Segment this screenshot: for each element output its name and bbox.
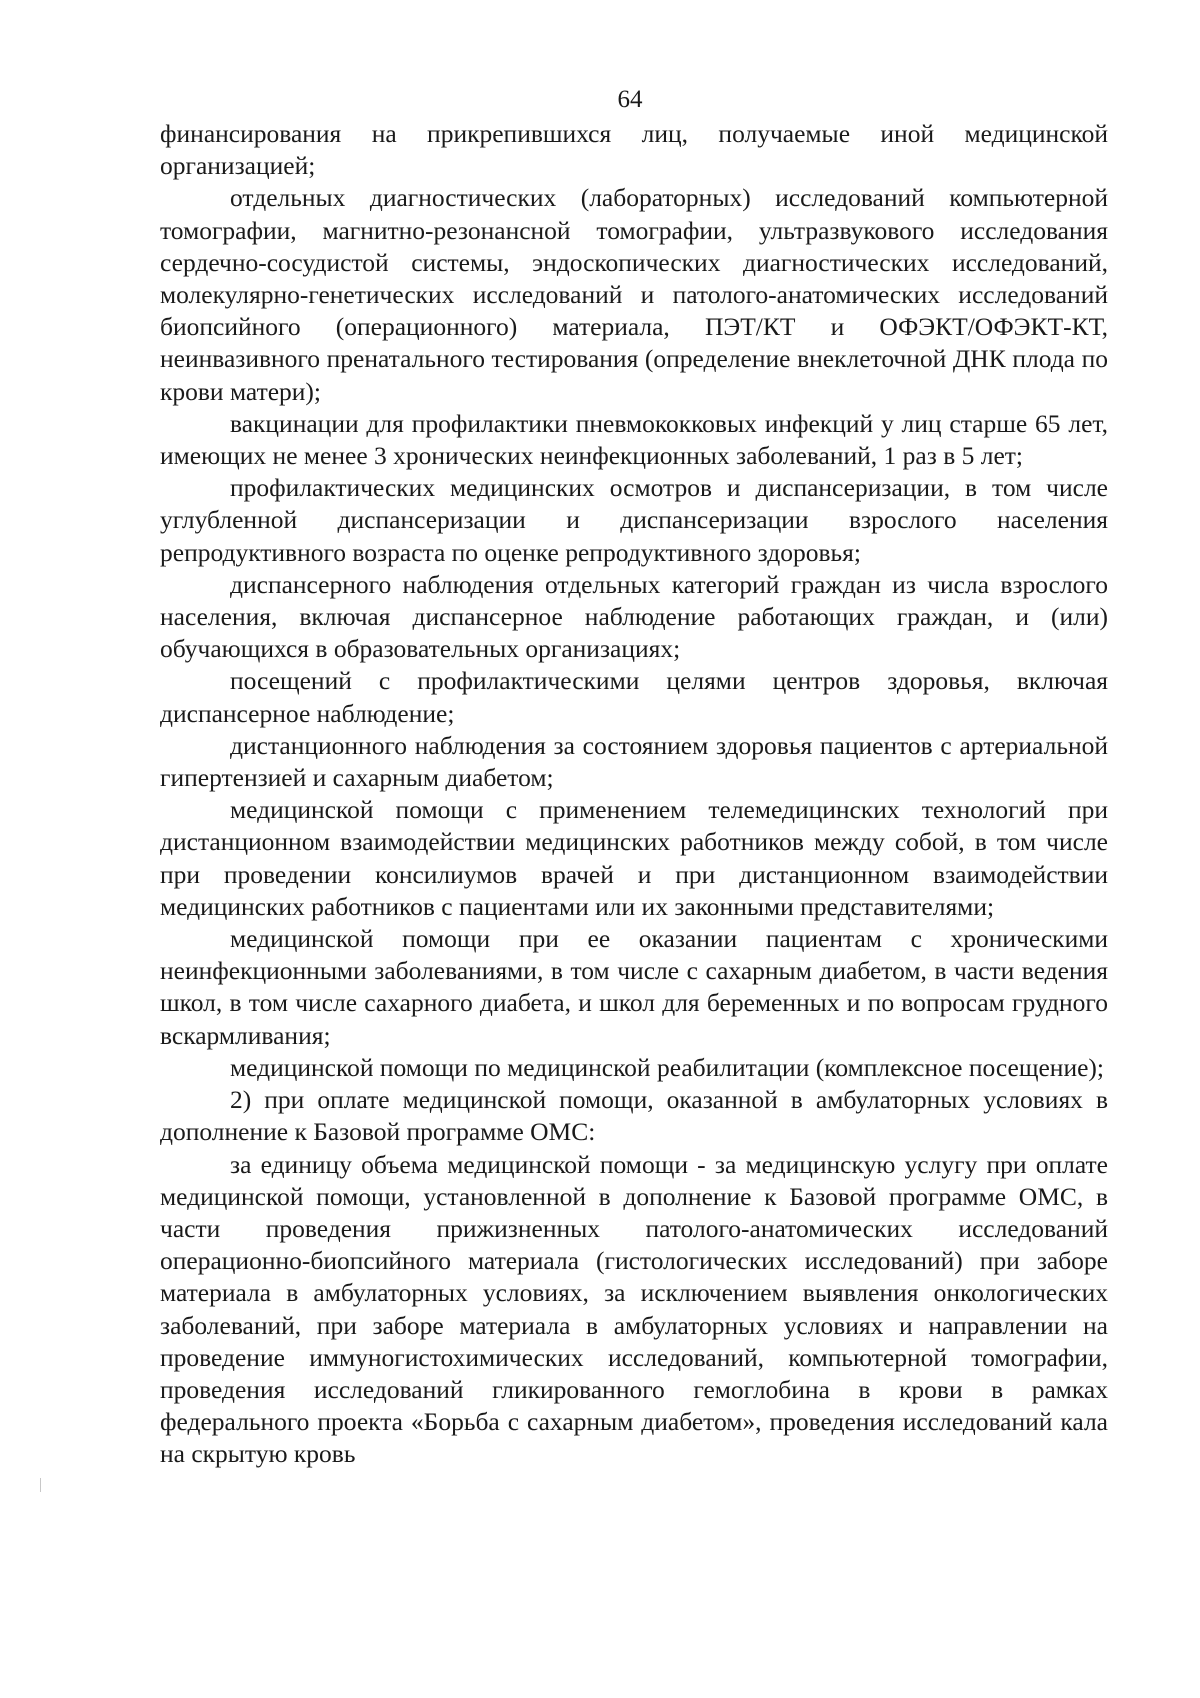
paragraph-diagnostic-studies: отдельных диагностических (лабораторных) исследований компьютерной томографии, магнитно-резонансной томографии, ультразвукового исследования сердечно-сосудистой системы, эндоскопических диагностических исследований, молекулярно-генетических исследований и патолого-анатомических исследований биопсийного (операционного) материала, ПЭТ/КТ и ОФЭКТ/ОФЭКТ-КТ, неинвазивного пренатального тестирования (определение внеклеточной ДНК плода по крови матери); bbox=[160, 183, 1108, 406]
paragraph-preventive-exams: профилактических медицинских осмотров и диспансеризации, в том числе углубленной диспансеризации и диспансеризации взрослого населения репродуктивного возраста по оценке репродуктивного здоровья; bbox=[160, 473, 1108, 567]
paragraph-vaccination: вакцинации для профилактики пневмококковых инфекций у лиц старше 65 лет, имеющих не менее 3 хронических неинфекционных заболеваний, 1 раз в 5 лет; bbox=[160, 408, 1108, 471]
paragraph-item-2: 2) при оплате медицинской помощи, оказанной в амбулаторных условиях в дополнение к Базовой программе ОМС: bbox=[160, 1085, 1108, 1147]
paragraph-per-service-payment: за единицу объема медицинской помощи - за медицинскую услугу при оплате медицинской помощи, установленной в дополнение к Базовой программе ОМС, в части проведения прижизненных патолого-анатомических исследований операционно-биопсийного материала (гистологических исследований) при заборе материала в амбулаторных условиях, за исключением выявления онкологических заболеваний, при заборе материала в амбулаторных условиях и направлении на проведение иммуногистохимических исследований, компьютерной томографии, проведения исследований гликированного гемоглобина в крови в рамках федерального проекта «Борьба с сахарным диабетом», проведения исследований кала на скрытую кровь bbox=[160, 1149, 1108, 1469]
paragraph-health-centers: посещений с профилактическими целями центров здоровья, включая диспансерное наблюдение; bbox=[160, 666, 1108, 728]
paragraph-remote-monitoring: дистанционного наблюдения за состоянием здоровья пациентов с артериальной гипертензией и сахарным диабетом; bbox=[160, 730, 1108, 793]
paragraph-chronic-schools: медицинской помощи при ее оказании пациентам с хроническими неинфекционными заболеваниями, в том числе с сахарным диабетом, в части ведения школ, в том числе сахарного диабета, и школ для беременных и по вопросам грудного вскармливания; bbox=[160, 924, 1108, 1050]
paragraph-rehabilitation: медицинской помощи по медицинской реабилитации (комплексное посещение); bbox=[230, 1052, 1104, 1082]
page-number: 64 bbox=[617, 86, 643, 113]
paragraph-financing: финансирования на прикрепившихся лиц, получаемые иной медицинской организацией; bbox=[160, 119, 1108, 181]
paragraph-dispensary-observation: диспансерного наблюдения отдельных категорий граждан из числа взрослого населения, включая диспансерное наблюдение работающих граждан, и (или) обучающихся в образовательных организациях; bbox=[160, 569, 1108, 664]
document-body bbox=[160, 118, 1108, 1471]
paragraph-telemedicine: медицинской помощи с применением телемедицинских технологий при дистанционном взаимодействии медицинских работников между собой, в том числе при проведении консилиумов врачей и при дистанционном взаимодействии медицинских работников с пациентами или их законными представителями; bbox=[160, 795, 1108, 921]
scan-margin-mark bbox=[40, 1478, 41, 1492]
